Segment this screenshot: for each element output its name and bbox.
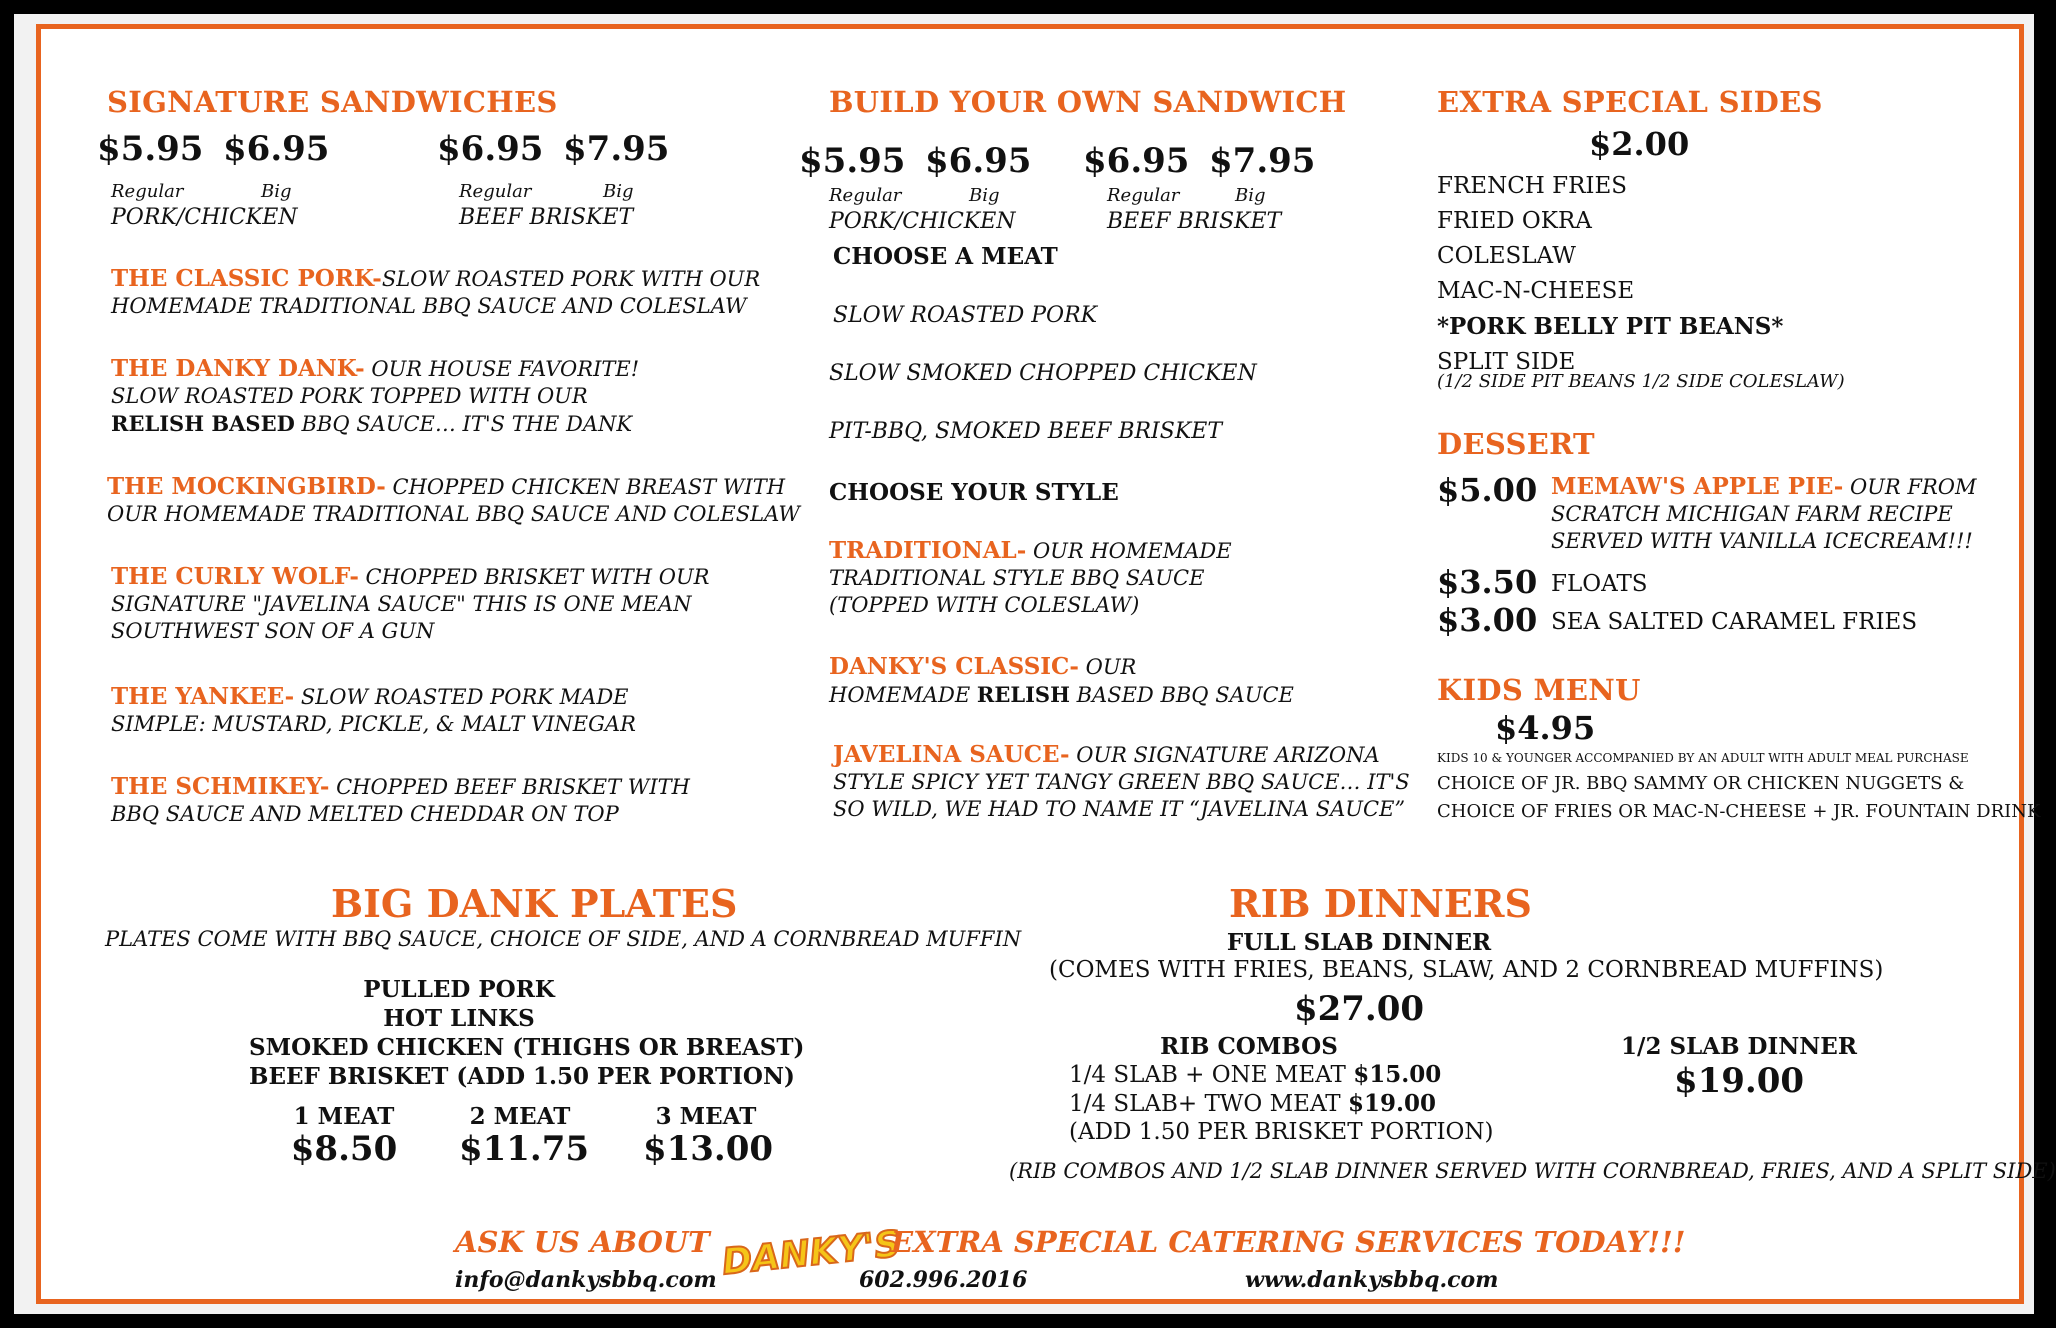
dessert-apple-pie bbox=[1551, 473, 1977, 555]
full-slab-title: FULL SLAB DINNER bbox=[1226, 929, 1492, 956]
email-link[interactable]: info@dankysbbq.com bbox=[455, 1267, 717, 1293]
kids-note: KIDS 10 & YOUNGER ACCOMPANIED BY AN ADULT WITH ADULT MEAL PURCHASE bbox=[1437, 751, 1969, 765]
half-slab-price: $19.00 bbox=[1673, 1061, 1805, 1101]
sandwich-schmikey bbox=[111, 773, 690, 828]
item-name: THE DANKY DANK- bbox=[111, 355, 365, 382]
build-pork-chicken: PORK/CHICKEN bbox=[829, 209, 1016, 234]
caramel-fries-label: SEA SALTED CARAMEL FRIES bbox=[1551, 609, 1918, 635]
signature-beef-brisket: BEEF BRISKET bbox=[459, 205, 634, 230]
plates-subtitle: PLATES COME WITH BBQ SAUCE, CHOICE OF SIDE, AND A CORNBREAD MUFFIN bbox=[105, 927, 1022, 951]
plates-meat-list bbox=[249, 975, 805, 1091]
half-slab-title: 1/2 SLAB DINNER bbox=[1621, 1033, 1857, 1060]
sandwich-mockingbird bbox=[107, 473, 800, 528]
plate-meat: PULLED PORK bbox=[363, 976, 555, 1003]
signature-title: SIGNATURE SANDWICHES bbox=[107, 85, 558, 119]
svg-text:DANKY'S: DANKY'S bbox=[720, 1223, 903, 1284]
signature-label-regular-2: Regular bbox=[459, 181, 532, 202]
item-desc: HOMEMADE TRADITIONAL BBQ SAUCE AND COLESLAW bbox=[111, 294, 747, 318]
full-slab-price: $27.00 bbox=[1293, 989, 1425, 1029]
style-desc: (TOPPED WITH COLESLAW) bbox=[829, 593, 1140, 617]
item-desc: CHOPPED BRISKET WITH OUR bbox=[358, 565, 710, 589]
kids-line-2: CHOICE OF FRIES OR MAC-N-CHEESE + JR. FOUNTAIN DRINK bbox=[1437, 801, 2041, 822]
combo-price: $15.00 bbox=[1353, 1061, 1442, 1088]
side-item: FRIED OKRA bbox=[1437, 208, 1592, 234]
item-name: THE CURLY WOLF- bbox=[111, 563, 359, 590]
sandwich-curly-wolf bbox=[111, 563, 709, 645]
floats-label: FLOATS bbox=[1551, 571, 1648, 597]
item-desc: SLOW ROASTED PORK MADE bbox=[294, 685, 629, 709]
combo-text: 1/4 SLAB+ TWO MEAT bbox=[1069, 1091, 1348, 1117]
build-price-bb-big: $7.95 bbox=[1209, 141, 1316, 181]
plate-meat: BEEF BRISKET (ADD 1.50 PER PORTION) bbox=[249, 1063, 795, 1090]
item-name: THE MOCKINGBIRD- bbox=[107, 473, 386, 500]
build-title: BUILD YOUR OWN SANDWICH bbox=[829, 85, 1347, 119]
side-item: COLESLAW bbox=[1437, 243, 1576, 269]
menu-frame bbox=[14, 14, 2056, 1314]
build-price-bb-regular: $6.95 bbox=[1083, 141, 1190, 181]
item-desc: SLOW ROASTED PORK TOPPED WITH OUR bbox=[111, 384, 588, 408]
build-beef-brisket: BEEF BRISKET bbox=[1107, 209, 1282, 234]
pie-price: $5.00 bbox=[1437, 471, 1538, 509]
dessert-desc: SERVED WITH VANILLA ICECREAM!!! bbox=[1551, 529, 1973, 553]
plate-option-price: $13.00 bbox=[642, 1129, 774, 1169]
item-desc: CHOPPED BEEF BRISKET WITH bbox=[329, 775, 690, 799]
kids-title: KIDS MENU bbox=[1437, 673, 1641, 707]
kids-line-1: CHOICE OF JR. BBQ SAMMY OR CHICKEN NUGGETS & bbox=[1437, 773, 1965, 794]
choose-style-heading: CHOOSE YOUR STYLE bbox=[829, 479, 1119, 506]
combo-price: $19.00 bbox=[1347, 1090, 1436, 1117]
item-desc: CHOPPED CHICKEN BREAST WITH bbox=[385, 475, 786, 499]
style-name: JAVELINA SAUCE- bbox=[833, 741, 1070, 768]
dessert-name: MEMAW'S APPLE PIE- bbox=[1551, 473, 1844, 500]
build-label-big: Big bbox=[969, 185, 1000, 206]
dessert-desc: OUR FROM bbox=[1843, 475, 1977, 499]
meat-option-brisket: PIT-BBQ, SMOKED BEEF BRISKET bbox=[829, 419, 1222, 444]
item-name: THE YANKEE- bbox=[111, 683, 295, 710]
ask-us-text: ASK US ABOUT bbox=[455, 1225, 710, 1259]
meat-option-pork: SLOW ROASTED PORK bbox=[833, 303, 1098, 328]
sides-price: $2.00 bbox=[1589, 125, 1690, 163]
catering-text: EXTRA SPECIAL CATERING SERVICES TODAY!!! bbox=[891, 1225, 1686, 1259]
build-price-pc-big: $6.95 bbox=[925, 141, 1032, 181]
plate-option-price: $8.50 bbox=[290, 1129, 398, 1169]
sandwich-classic-pork bbox=[111, 265, 760, 320]
build-label-regular-2: Regular bbox=[1107, 185, 1180, 206]
item-desc: BBQ SAUCE AND MELTED CHEDDAR ON TOP bbox=[111, 802, 619, 826]
website-link[interactable]: www.dankysbbq.com bbox=[1245, 1267, 1499, 1293]
dessert-desc: SCRATCH MICHIGAN FARM RECIPE bbox=[1551, 502, 1953, 526]
item-desc: OUR HOUSE FAVORITE! bbox=[364, 357, 640, 381]
combo-note: (ADD 1.50 PER BRISKET PORTION) bbox=[1069, 1119, 1494, 1145]
floats-price: $3.50 bbox=[1437, 563, 1538, 601]
plate-meat: HOT LINKS bbox=[383, 1005, 535, 1032]
signature-price-pc-regular: $5.95 bbox=[97, 129, 204, 169]
side-special: *PORK BELLY PIT BEANS* bbox=[1437, 313, 1784, 340]
item-desc: SIMPLE: MUSTARD, PICKLE, & MALT VINEGAR bbox=[111, 712, 636, 736]
style-desc: SO WILD, WE HAD TO NAME IT “JAVELINA SAUCE” bbox=[833, 797, 1406, 821]
plate-option-price: $11.75 bbox=[458, 1129, 590, 1169]
side-split: SPLIT SIDE bbox=[1437, 349, 1576, 375]
build-label-regular: Regular bbox=[829, 185, 902, 206]
style-desc: OUR SIGNATURE ARIZONA bbox=[1069, 743, 1380, 767]
dessert-title: DESSERT bbox=[1437, 427, 1595, 461]
item-name: THE SCHMIKEY- bbox=[111, 773, 330, 800]
rib-combo-2 bbox=[1069, 1090, 1436, 1117]
menu-board bbox=[36, 24, 2056, 1304]
signature-label-big: Big bbox=[261, 181, 292, 202]
ribs-footnote: (RIB COMBOS AND 1/2 SLAB DINNER SERVED WITH CORNBREAD, FRIES, AND A SPLIT SIDE) bbox=[1009, 1159, 2056, 1183]
style-desc-bold: RELISH bbox=[976, 682, 1070, 707]
item-desc: SOUTHWEST SON OF A GUN bbox=[111, 619, 435, 643]
build-price-pc-regular: $5.95 bbox=[799, 141, 906, 181]
style-javelina bbox=[833, 741, 1410, 823]
style-desc: OUR HOMEMADE bbox=[1026, 539, 1232, 563]
rib-combos-title: RIB COMBOS bbox=[1160, 1033, 1338, 1060]
signature-price-bb-regular: $6.95 bbox=[437, 129, 544, 169]
side-item: MAC-N-CHEESE bbox=[1437, 278, 1635, 304]
item-desc: BBQ SAUCE… IT'S THE DANK bbox=[294, 412, 633, 436]
item-desc-bold: RELISH BASED bbox=[111, 411, 295, 436]
sandwich-danky-dank bbox=[111, 355, 639, 438]
combo-text: 1/4 SLAB + ONE MEAT bbox=[1069, 1062, 1354, 1088]
plate-option-label: 3 MEAT bbox=[655, 1103, 757, 1130]
meat-option-chicken: SLOW SMOKED CHOPPED CHICKEN bbox=[829, 361, 1257, 386]
fries-price: $3.00 bbox=[1437, 601, 1538, 639]
choose-meat-heading: CHOOSE A MEAT bbox=[833, 243, 1058, 270]
signature-price-pc-big: $6.95 bbox=[223, 129, 330, 169]
full-slab-desc: (COMES WITH FRIES, BEANS, SLAW, AND 2 CORNBREAD MUFFINS) bbox=[1049, 957, 1884, 983]
signature-pork-chicken: PORK/CHICKEN bbox=[111, 205, 298, 230]
style-desc: BASED BBQ SAUCE bbox=[1069, 683, 1294, 707]
side-item: FRENCH FRIES bbox=[1437, 173, 1628, 199]
item-desc: SIGNATURE "JAVELINA SAUCE" THIS IS ONE MEAN bbox=[111, 592, 692, 616]
item-desc: SLOW ROASTED PORK WITH OUR bbox=[381, 267, 761, 291]
rib-combo-1 bbox=[1069, 1061, 1442, 1088]
plate-option-label: 2 MEAT bbox=[469, 1103, 571, 1130]
plate-option-label: 1 MEAT bbox=[293, 1103, 395, 1130]
plate-meat: SMOKED CHICKEN (THIGHS OR BREAST) bbox=[249, 1034, 805, 1061]
signature-label-regular: Regular bbox=[111, 181, 184, 202]
style-name: TRADITIONAL- bbox=[829, 537, 1027, 564]
signature-price-bb-big: $7.95 bbox=[563, 129, 670, 169]
sides-title: EXTRA SPECIAL SIDES bbox=[1437, 85, 1823, 119]
style-desc: OUR bbox=[1078, 655, 1137, 679]
build-label-big-2: Big bbox=[1235, 185, 1266, 206]
style-desc: HOMEMADE bbox=[829, 683, 977, 707]
style-dankys-classic bbox=[829, 653, 1294, 709]
signature-label-big-2: Big bbox=[603, 181, 634, 202]
item-desc: OUR HOMEMADE TRADITIONAL BBQ SAUCE AND COLESLAW bbox=[107, 502, 800, 526]
style-traditional bbox=[829, 537, 1232, 619]
style-name: DANKY'S CLASSIC- bbox=[829, 653, 1079, 680]
plates-title: BIG DANK PLATES bbox=[331, 881, 738, 926]
item-name: THE CLASSIC PORK- bbox=[111, 265, 382, 292]
kids-price: $4.95 bbox=[1495, 709, 1596, 747]
style-desc: TRADITIONAL STYLE BBQ SAUCE bbox=[829, 566, 1205, 590]
sandwich-yankee bbox=[111, 683, 636, 738]
style-desc: STYLE SPICY YET TANGY GREEN BBQ SAUCE… IT'S bbox=[833, 770, 1410, 794]
side-split-note: (1/2 SIDE PIT BEANS 1/2 SIDE COLESLAW) bbox=[1437, 371, 1845, 392]
phone-number[interactable]: 602.996.2016 bbox=[859, 1267, 1028, 1293]
ribs-title: RIB DINNERS bbox=[1229, 881, 1532, 926]
